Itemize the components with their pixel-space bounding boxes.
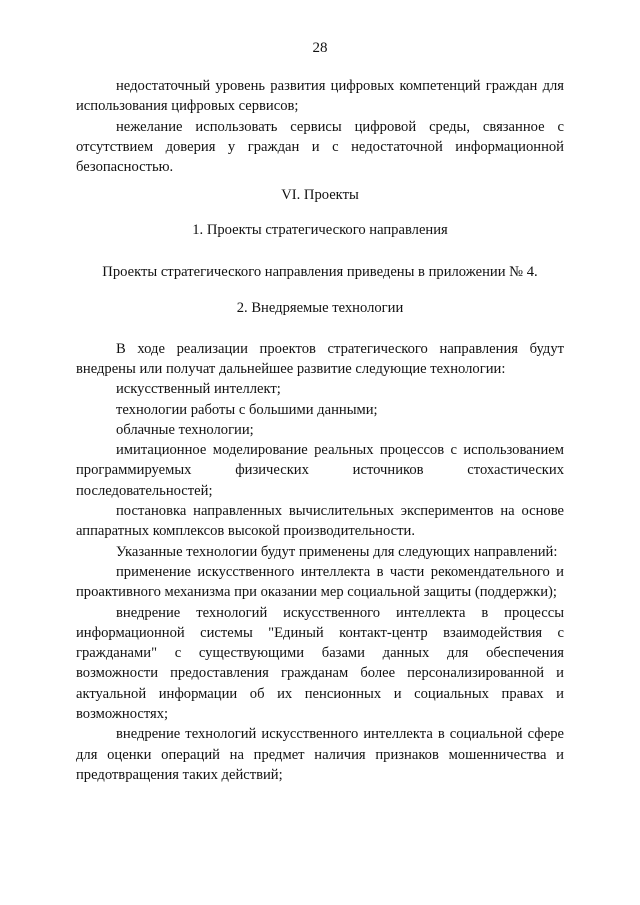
section-heading: VI. Проекты <box>281 187 359 204</box>
strategic-projects-note: Проекты стратегического направления приведены в приложении № 4. <box>102 264 538 281</box>
list-item-direction: применение искусственного интеллекта в части рекомендательного и проактивного механизма при оказании мер социальной защиты (поддержки); <box>76 563 564 601</box>
paragraph-digital-competencies: недостаточный уровень развития цифровых компетенций граждан для использования цифровых сервисов; <box>76 78 564 115</box>
list-item-technology: искусственный интеллект; <box>116 381 281 398</box>
list-item-technology: постановка направленных вычислительных экспериментов на основе аппаратных комплексов высокой производительности. <box>76 503 564 540</box>
list-item-technology: облачные технологии; <box>116 421 254 438</box>
list-item-direction: внедрение технологий искусственного интеллекта в социальной сфере для оценки операций на предмет наличия признаков мошенничества и предотвращения таких действий; <box>76 726 564 783</box>
subsection-heading-strategic-projects: 1. Проекты стратегического направления <box>192 221 448 238</box>
paragraph-directions-intro: Указанные технологии будут применены для следующих направлений: <box>116 543 558 560</box>
list-item-technology: технологии работы с большими данными; <box>116 401 378 418</box>
list-item-technology: имитационное моделирование реальных процессов с использованием программируемых физических источников стохастических последовательностей; <box>76 442 564 499</box>
paragraph-technologies-intro: В ходе реализации проектов стратегического направления будут внедрены или получат дальнейшее развитие следующие технологии: <box>76 340 564 377</box>
page-number: 28 <box>312 40 328 56</box>
document-body <box>76 76 564 785</box>
paragraph-lack-of-trust: нежелание использовать сервисы цифровой среды, связанное с отсутствием доверия у граждан и с недостаточной информационной безопасностью. <box>76 118 564 176</box>
list-item-direction: внедрение технологий искусственного интеллекта в процессы информационной системы "Единый контакт-центр взаимодействия с гражданами" с существующими базами данных для обеспечения возможности предоставления гражданам более персонализированной и актуальной информации об их пенсионных и социальных правах и возможностях; <box>76 604 564 723</box>
subsection-heading-technologies: 2. Внедряемые технологии <box>236 300 404 317</box>
